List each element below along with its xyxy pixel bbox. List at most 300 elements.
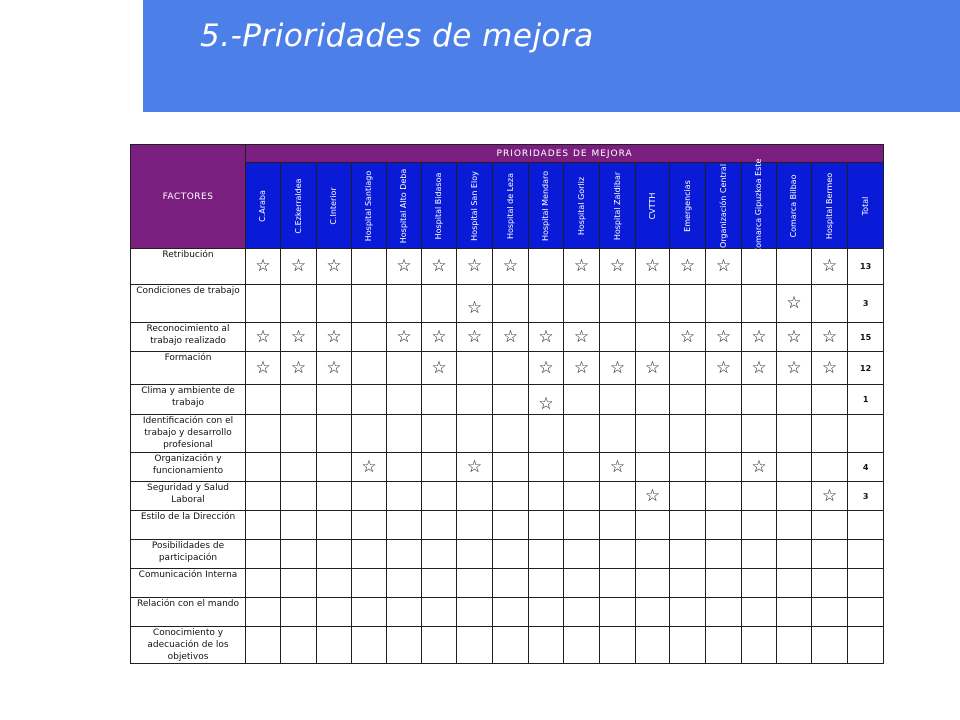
rating-cell	[317, 385, 352, 415]
rating-cell	[777, 352, 812, 385]
rating-cell	[670, 569, 706, 598]
rating-cell	[493, 511, 529, 540]
rating-cell	[812, 482, 848, 511]
rating-cell	[281, 511, 317, 540]
factor-row	[131, 415, 884, 453]
star-icon: ☆	[821, 256, 838, 276]
rating-cell	[777, 453, 812, 482]
rating-cell	[422, 385, 457, 415]
rating-cell	[493, 385, 529, 415]
factor-label: Formación	[131, 352, 246, 385]
rating-cell	[812, 453, 848, 482]
rating-cell	[670, 598, 706, 627]
rating-cell	[742, 415, 777, 453]
column-header	[777, 163, 812, 249]
star-icon: ☆	[609, 357, 626, 378]
column-header	[317, 163, 352, 249]
rating-cell	[317, 249, 352, 285]
rating-cell	[600, 482, 636, 511]
column-header-label: Hospital Mendaro	[541, 170, 550, 241]
rating-cell	[529, 453, 564, 482]
total-cell	[848, 415, 884, 453]
rating-cell	[600, 540, 636, 569]
rating-cell	[493, 627, 529, 664]
column-header-label: Hospital Santiago	[364, 170, 373, 241]
rating-cell	[777, 540, 812, 569]
rating-cell	[600, 598, 636, 627]
factor-label: Comunicación Interna	[131, 569, 246, 598]
rating-cell	[352, 323, 387, 352]
rating-cell	[246, 569, 281, 598]
star-icon: ☆	[821, 357, 838, 378]
column-header-label: Comarca Gipuzkoa Este	[754, 158, 763, 253]
rating-cell	[317, 569, 352, 598]
rating-cell	[670, 352, 706, 385]
rating-cell	[706, 415, 742, 453]
rating-cell	[564, 249, 600, 285]
column-header	[422, 163, 457, 249]
rating-cell	[281, 415, 317, 453]
rating-cell	[317, 627, 352, 664]
rating-cell	[529, 540, 564, 569]
rating-cell	[636, 415, 670, 453]
star-icon: ☆	[290, 326, 307, 347]
rating-cell	[777, 323, 812, 352]
rating-cell	[636, 352, 670, 385]
rating-cell	[564, 453, 600, 482]
factor-label: Conocimiento y adecuación de los objetivos	[131, 627, 246, 664]
star-icon: ☆	[396, 256, 412, 276]
rating-cell	[246, 540, 281, 569]
star-icon: ☆	[644, 256, 661, 276]
rating-cell	[529, 482, 564, 511]
factor-label: Relación con el mando	[131, 598, 246, 627]
rating-cell	[812, 540, 848, 569]
rating-cell	[529, 511, 564, 540]
factor-row	[131, 627, 884, 664]
rating-cell	[600, 352, 636, 385]
title-banner	[143, 0, 960, 112]
factor-label: Identificación con el trabajo y desarrollo profesional	[131, 415, 246, 453]
star-icon: ☆	[715, 326, 732, 347]
rating-cell	[457, 540, 493, 569]
star-icon: ☆	[538, 357, 554, 378]
star-icon: ☆	[573, 326, 590, 347]
rating-cell	[422, 482, 457, 511]
rating-cell	[317, 540, 352, 569]
rating-cell	[742, 385, 777, 415]
rating-cell	[493, 285, 529, 323]
rating-cell	[457, 511, 493, 540]
rating-cell	[387, 385, 422, 415]
factor-row	[131, 385, 884, 415]
star-icon: ☆	[679, 326, 696, 347]
rating-cell	[529, 352, 564, 385]
column-header-label: Hospital Bidasoa	[434, 172, 443, 239]
rating-cell	[600, 453, 636, 482]
rating-cell	[706, 453, 742, 482]
star-icon: ☆	[502, 326, 519, 347]
rating-cell	[493, 540, 529, 569]
rating-cell	[636, 249, 670, 285]
rating-cell	[636, 453, 670, 482]
rating-cell	[493, 453, 529, 482]
column-header-label: Organización Central	[718, 163, 728, 248]
rating-cell	[812, 415, 848, 453]
total-cell: 3	[848, 482, 884, 511]
rating-cell	[777, 285, 812, 323]
total-cell	[848, 540, 884, 569]
column-header-label: Hospital Alto Deba	[399, 168, 408, 243]
rating-cell	[352, 627, 387, 664]
star-icon: ☆	[679, 256, 696, 276]
rating-cell	[529, 249, 564, 285]
star-icon: ☆	[786, 357, 802, 378]
factor-row	[131, 352, 884, 385]
rating-cell	[422, 323, 457, 352]
rating-cell	[529, 627, 564, 664]
rating-cell	[529, 415, 564, 453]
rating-cell	[812, 385, 848, 415]
total-cell	[848, 598, 884, 627]
rating-cell	[387, 352, 422, 385]
rating-cell	[636, 285, 670, 323]
rating-cell	[670, 415, 706, 453]
rating-cell	[670, 540, 706, 569]
rating-cell	[564, 385, 600, 415]
rating-cell	[246, 482, 281, 511]
rating-cell	[564, 323, 600, 352]
rating-cell	[457, 385, 493, 415]
rating-cell	[387, 511, 422, 540]
star-icon: ☆	[466, 456, 483, 477]
rating-cell	[281, 352, 317, 385]
rating-cell	[317, 285, 352, 323]
rating-cell	[706, 627, 742, 664]
total-cell	[848, 627, 884, 664]
star-icon: ☆	[290, 357, 307, 378]
star-icon: ☆	[466, 298, 483, 318]
rating-cell	[246, 285, 281, 323]
rating-cell	[387, 540, 422, 569]
rating-cell	[387, 569, 422, 598]
rating-cell	[670, 323, 706, 352]
star-icon: ☆	[644, 357, 661, 378]
rating-cell	[670, 453, 706, 482]
star-icon: ☆	[821, 326, 838, 347]
rating-cell	[422, 415, 457, 453]
prioridades-header: PRIORIDADES DE MEJORA	[246, 145, 884, 163]
rating-cell	[742, 285, 777, 323]
rating-cell	[246, 415, 281, 453]
rating-cell	[457, 627, 493, 664]
rating-cell	[457, 352, 493, 385]
slide-title: 5.-Prioridades de mejora	[200, 18, 594, 54]
star-icon: ☆	[255, 357, 271, 378]
rating-cell	[600, 415, 636, 453]
rating-cell	[812, 598, 848, 627]
rating-cell	[636, 627, 670, 664]
column-header-label: Hospital Gorliz	[576, 176, 586, 235]
rating-cell	[246, 511, 281, 540]
rating-cell	[281, 249, 317, 285]
star-icon: ☆	[466, 256, 483, 276]
rating-cell	[670, 249, 706, 285]
rating-cell	[670, 285, 706, 323]
rating-cell	[636, 482, 670, 511]
star-icon: ☆	[466, 326, 483, 347]
star-icon: ☆	[431, 326, 447, 347]
column-header	[529, 163, 564, 249]
rating-cell	[564, 569, 600, 598]
header-row-top	[131, 145, 884, 163]
rating-cell	[600, 385, 636, 415]
rating-cell	[812, 323, 848, 352]
star-icon: ☆	[361, 456, 377, 477]
rating-cell	[352, 415, 387, 453]
star-icon: ☆	[573, 357, 590, 378]
rating-cell	[777, 598, 812, 627]
rating-cell	[317, 511, 352, 540]
rating-cell	[281, 285, 317, 323]
rating-cell	[387, 453, 422, 482]
column-header-label: Hospital San Eloy	[469, 170, 479, 241]
star-icon: ☆	[290, 256, 307, 276]
rating-cell	[600, 285, 636, 323]
factores-header: FACTORES	[131, 145, 246, 249]
rating-cell	[564, 415, 600, 453]
rating-cell	[281, 569, 317, 598]
rating-cell	[742, 511, 777, 540]
column-header	[246, 163, 281, 249]
rating-cell	[742, 352, 777, 385]
rating-cell	[812, 511, 848, 540]
rating-cell	[670, 511, 706, 540]
star-icon: ☆	[431, 357, 447, 378]
rating-cell	[636, 511, 670, 540]
rating-cell	[706, 540, 742, 569]
rating-cell	[387, 627, 422, 664]
rating-cell	[777, 511, 812, 540]
rating-cell	[706, 482, 742, 511]
column-header-label: Total	[860, 196, 870, 215]
rating-cell	[422, 352, 457, 385]
factor-row	[131, 569, 884, 598]
factor-label: Posibilidades de participación	[131, 540, 246, 569]
factor-row	[131, 285, 884, 323]
column-header	[387, 163, 422, 249]
rating-cell	[422, 627, 457, 664]
rating-cell	[493, 598, 529, 627]
rating-cell	[281, 482, 317, 511]
total-cell: 13	[848, 249, 884, 285]
factor-row	[131, 598, 884, 627]
rating-cell	[493, 249, 529, 285]
total-cell: 12	[848, 352, 884, 385]
rating-cell	[422, 540, 457, 569]
rating-cell	[281, 453, 317, 482]
rating-cell	[777, 482, 812, 511]
column-header	[742, 158, 777, 253]
rating-cell	[777, 249, 812, 285]
total-cell	[848, 569, 884, 598]
rating-cell	[352, 540, 387, 569]
factor-row	[131, 249, 884, 285]
star-icon: ☆	[715, 357, 732, 378]
rating-cell	[317, 453, 352, 482]
column-header	[812, 163, 848, 249]
rating-cell	[281, 598, 317, 627]
rating-cell	[246, 598, 281, 627]
column-header	[600, 163, 636, 249]
rating-cell	[812, 352, 848, 385]
factor-label: Reconocimiento al trabajo realizado	[131, 323, 246, 352]
rating-cell	[281, 627, 317, 664]
rating-cell	[457, 453, 493, 482]
rating-cell	[422, 598, 457, 627]
rating-cell	[636, 569, 670, 598]
column-header	[636, 163, 670, 249]
rating-cell	[352, 569, 387, 598]
rating-cell	[529, 385, 564, 415]
star-icon: ☆	[609, 456, 626, 477]
star-icon: ☆	[431, 256, 447, 276]
rating-cell	[457, 285, 493, 323]
rating-cell	[317, 415, 352, 453]
star-icon: ☆	[786, 326, 802, 347]
factor-label: Retribución	[131, 249, 246, 285]
column-header	[848, 163, 884, 249]
factor-label: Seguridad y Salud Laboral	[131, 482, 246, 511]
total-cell: 4	[848, 453, 884, 482]
rating-cell	[352, 453, 387, 482]
rating-cell	[564, 482, 600, 511]
column-header-label: CVTTH	[647, 192, 657, 219]
rating-cell	[493, 415, 529, 453]
rating-cell	[422, 285, 457, 323]
star-icon: ☆	[326, 256, 342, 276]
rating-cell	[317, 598, 352, 627]
rating-cell	[246, 453, 281, 482]
rating-cell	[529, 285, 564, 323]
rating-cell	[493, 323, 529, 352]
rating-cell	[246, 627, 281, 664]
rating-cell	[600, 569, 636, 598]
rating-cell	[387, 285, 422, 323]
column-header	[670, 163, 706, 249]
star-icon: ☆	[255, 256, 271, 276]
rating-cell	[422, 569, 457, 598]
column-header-label: Hospital Bermeo	[824, 172, 834, 239]
rating-cell	[742, 249, 777, 285]
rating-cell	[706, 249, 742, 285]
rating-cell	[564, 598, 600, 627]
rating-cell	[529, 598, 564, 627]
rating-cell	[352, 511, 387, 540]
rating-cell	[246, 385, 281, 415]
rating-cell	[564, 511, 600, 540]
rating-cell	[706, 385, 742, 415]
rating-cell	[706, 598, 742, 627]
rating-cell	[352, 285, 387, 323]
rating-cell	[352, 598, 387, 627]
rating-cell	[564, 285, 600, 323]
rating-cell	[636, 598, 670, 627]
rating-cell	[600, 249, 636, 285]
rating-cell	[706, 352, 742, 385]
rating-cell	[387, 323, 422, 352]
rating-cell	[352, 482, 387, 511]
rating-cell	[281, 385, 317, 415]
rating-cell	[564, 540, 600, 569]
rating-cell	[457, 598, 493, 627]
star-icon: ☆	[326, 357, 342, 378]
star-icon: ☆	[326, 326, 342, 347]
total-cell: 1	[848, 385, 884, 415]
star-icon: ☆	[502, 256, 519, 276]
factor-label: Condiciones de trabajo	[131, 285, 246, 323]
rating-cell	[457, 569, 493, 598]
rating-cell	[706, 511, 742, 540]
rating-cell	[493, 569, 529, 598]
rating-cell	[777, 627, 812, 664]
star-icon: ☆	[538, 394, 554, 414]
rating-cell	[529, 569, 564, 598]
rating-cell	[742, 482, 777, 511]
rating-cell	[670, 482, 706, 511]
rating-cell	[317, 352, 352, 385]
column-header	[706, 163, 742, 249]
total-cell	[848, 511, 884, 540]
rating-cell	[670, 385, 706, 415]
rating-cell	[387, 482, 422, 511]
column-header	[281, 163, 317, 249]
star-icon: ☆	[786, 293, 802, 313]
total-cell: 15	[848, 323, 884, 352]
column-header-label: Hospital Zaldibar	[612, 171, 622, 240]
total-cell: 3	[848, 285, 884, 323]
star-icon: ☆	[751, 456, 767, 477]
rating-cell	[742, 540, 777, 569]
star-icon: ☆	[573, 256, 590, 276]
priorities-table	[130, 144, 884, 664]
factor-row	[131, 511, 884, 540]
rating-cell	[812, 569, 848, 598]
rating-cell	[564, 352, 600, 385]
rating-cell	[457, 249, 493, 285]
rating-cell	[457, 323, 493, 352]
rating-cell	[742, 323, 777, 352]
rating-cell	[636, 323, 670, 352]
factor-row	[131, 453, 884, 482]
column-header-label: C.Araba	[258, 189, 267, 222]
star-icon: ☆	[751, 326, 767, 347]
factor-label: Organización y funcionamiento	[131, 453, 246, 482]
rating-cell	[600, 511, 636, 540]
rating-cell	[812, 285, 848, 323]
star-icon: ☆	[644, 485, 661, 506]
star-icon: ☆	[396, 326, 412, 347]
rating-cell	[493, 482, 529, 511]
rating-cell	[600, 627, 636, 664]
rating-cell	[706, 569, 742, 598]
rating-cell	[742, 569, 777, 598]
star-icon: ☆	[255, 326, 271, 347]
star-icon: ☆	[715, 256, 732, 276]
factor-label: Clima y ambiente de trabajo	[131, 385, 246, 415]
rating-cell	[246, 249, 281, 285]
rating-cell	[742, 598, 777, 627]
